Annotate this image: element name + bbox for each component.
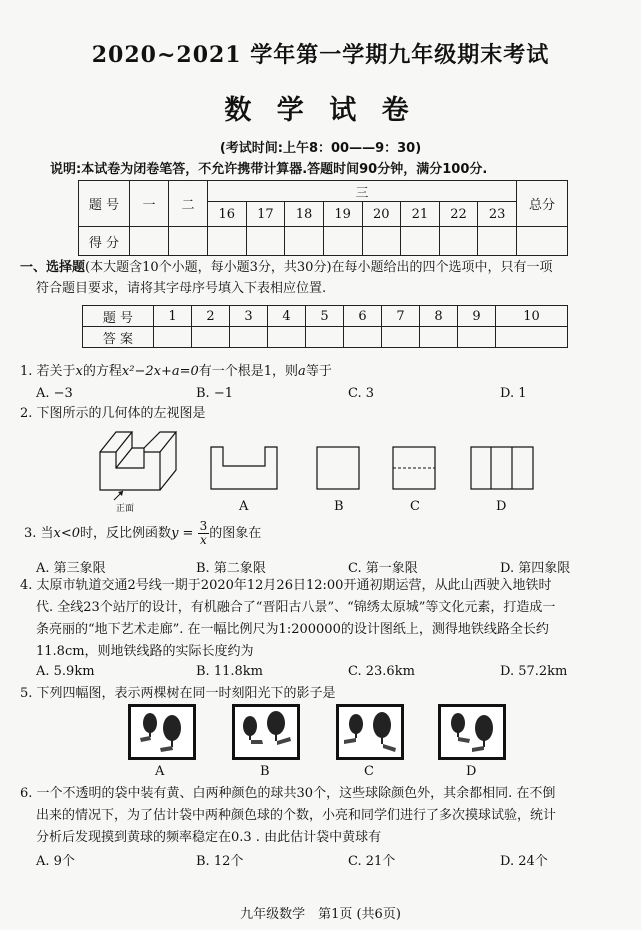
score-cell[interactable] <box>130 227 169 256</box>
section1-desc: (本大题含10个小题，每小题3分，共30分)在每小题给出的四个选项中，只有一项 <box>85 260 553 275</box>
answer-cell[interactable] <box>344 327 382 348</box>
q4-line1: 4. 太原市轨道交通2号线一期于2020年12月26日12:00开通初期运营，从此山西驶入地铁时 <box>20 578 552 593</box>
q5-option-a-figure[interactable] <box>128 704 196 760</box>
page-footer: 九年级数学 第1页 (共6页) <box>240 907 401 922</box>
q3-fraction: $\frac{3}{x}$ <box>199 519 208 547</box>
answer-cell[interactable] <box>192 327 230 348</box>
answer-col: 10 <box>496 306 568 327</box>
q6-option-a[interactable]: A. 9个 <box>36 854 75 869</box>
score-cell[interactable] <box>478 227 517 256</box>
q4-line3: 条亮丽的“地下艺术走廊”. 在一幅比例尺为1:200000的设计图纸上，测得地铁线路全长约 <box>36 622 549 637</box>
section1-heading: 一、选择题 <box>20 260 86 275</box>
q2-option-b-figure[interactable] <box>316 446 360 490</box>
score-cell[interactable] <box>323 227 362 256</box>
q5-option-b-figure[interactable] <box>232 704 300 760</box>
answer-col: 5 <box>306 306 344 327</box>
answer-col: 1 <box>154 306 192 327</box>
q4-option-b[interactable]: B. 11.8km <box>196 664 263 679</box>
score-col-3: 三 <box>208 181 517 202</box>
q5-label-d: D <box>466 764 477 779</box>
q5-option-c-figure[interactable] <box>336 704 404 760</box>
q1-option-a[interactable]: A. −3 <box>36 386 73 401</box>
q3-option-a[interactable]: A. 第三象限 <box>36 561 106 576</box>
front-arrow-icon <box>112 488 126 502</box>
q1-option-c[interactable]: C. 3 <box>348 386 375 401</box>
score-cell[interactable] <box>362 227 401 256</box>
answer-col: 3 <box>230 306 268 327</box>
q4-option-d[interactable]: D. 57.2km <box>500 664 568 679</box>
answer-cell[interactable] <box>230 327 268 348</box>
q6-option-b[interactable]: B. 12个 <box>196 854 244 869</box>
exam-note: 说明:本试卷为闭卷笔答，不允许携带计算器.答题时间90分钟，满分100分. <box>50 162 488 177</box>
q5-option-d-figure[interactable] <box>438 704 506 760</box>
q3-option-d[interactable]: D. 第四象限 <box>500 561 571 576</box>
q4-line4: 11.8cm，则地铁线路的实际长度约为 <box>36 644 254 659</box>
answer-cell[interactable] <box>458 327 496 348</box>
answer-cell[interactable] <box>382 327 420 348</box>
answer-table <box>82 305 568 348</box>
q5-stem: 5. 下列四幅图，表示两棵树在同一时刻阳光下的影子是 <box>20 686 336 701</box>
q1-option-d[interactable]: D. 1 <box>500 386 527 401</box>
section1-desc2: 符合题目要求，请将其字母序号填入下表相应位置. <box>36 281 327 296</box>
q1-stem: 1. 若关于x的方程x²−2x+a=0有一个根是1，则a等于 <box>20 364 332 379</box>
score-col-1: 一 <box>130 181 169 227</box>
score-sub-col: 19 <box>323 202 362 227</box>
answer-cell[interactable] <box>154 327 192 348</box>
q2-stem: 2. 下图所示的几何体的左视图是 <box>20 406 206 421</box>
q5-label-a: A <box>155 764 165 779</box>
score-sub-col: 23 <box>478 202 517 227</box>
score-sub-col: 22 <box>439 202 478 227</box>
answer-label-q: 题 号 <box>83 306 154 327</box>
answer-cell[interactable] <box>306 327 344 348</box>
exam-title: 2020~2021 学年第一学期九年级期末考试 <box>91 42 550 68</box>
score-cell[interactable] <box>208 227 247 256</box>
q5-label-c: C <box>364 764 374 779</box>
score-sub-col: 20 <box>362 202 401 227</box>
q2-label-a: A <box>239 499 249 514</box>
q3-option-b[interactable]: B. 第二象限 <box>196 561 266 576</box>
q4-line2: 代. 全线23个站厅的设计，有机融合了“晋阳古八景”、“锦绣太原城”等文化元素，打造成一 <box>36 600 556 615</box>
exam-time: (考试时间:上午8：00——9：30) <box>219 141 422 156</box>
q5-label-b: B <box>260 764 270 779</box>
q4-option-a[interactable]: A. 5.9km <box>36 664 95 679</box>
answer-cell[interactable] <box>268 327 306 348</box>
q2-solid-figure <box>98 424 180 494</box>
q6-line1: 6. 一个不透明的袋中装有黄、白两种颜色的球共30个，这些球除颜色外，其余都相同. 在不倒 <box>20 786 556 801</box>
answer-cell[interactable] <box>420 327 458 348</box>
answer-cell[interactable] <box>496 327 568 348</box>
answer-col: 6 <box>344 306 382 327</box>
q6-option-d[interactable]: D. 24个 <box>500 854 548 869</box>
score-cell[interactable] <box>169 227 208 256</box>
answer-label-a: 答 案 <box>83 327 154 348</box>
score-sub-col: 16 <box>208 202 247 227</box>
q2-label-c: C <box>410 499 420 514</box>
q6-line3: 分析后发现摸到黄球的频率稳定在0.3 . 由此估计袋中黄球有 <box>36 830 382 845</box>
score-cell[interactable] <box>246 227 285 256</box>
answer-col: 9 <box>458 306 496 327</box>
score-label-score: 得 分 <box>79 227 130 256</box>
q6-option-c[interactable]: C. 21个 <box>348 854 396 869</box>
q2-label-d: D <box>496 499 507 514</box>
q4-option-c[interactable]: C. 23.6km <box>348 664 415 679</box>
q2-option-d-figure[interactable] <box>470 446 534 490</box>
answer-col: 8 <box>420 306 458 327</box>
q1-option-b[interactable]: B. −1 <box>196 386 233 401</box>
q2-option-a-figure[interactable] <box>210 446 278 490</box>
answer-col: 7 <box>382 306 420 327</box>
q3-option-c[interactable]: C. 第一象限 <box>348 561 418 576</box>
subject-title: 数 学 试 卷 <box>224 95 417 126</box>
score-sub-col: 18 <box>285 202 324 227</box>
score-cell[interactable] <box>401 227 440 256</box>
q2-label-b: B <box>334 499 344 514</box>
q3-stem: 3. 当x<0时，反比例函数y = $\frac{3}{x}$ 的图象在 <box>24 519 262 547</box>
score-cell[interactable] <box>517 227 568 256</box>
q2-front-label: 正面 <box>116 504 135 514</box>
score-sub-col: 21 <box>401 202 440 227</box>
score-col-2: 二 <box>169 181 208 227</box>
q6-line2: 出来的情况下，为了估计袋中两种颜色球的个数，小亮和同学们进行了多次摸球试验，统计 <box>36 808 557 823</box>
score-total: 总分 <box>517 181 568 227</box>
q2-option-c-figure[interactable] <box>392 446 436 490</box>
score-sub-col: 17 <box>246 202 285 227</box>
answer-col: 2 <box>192 306 230 327</box>
score-cell[interactable] <box>285 227 324 256</box>
answer-col: 4 <box>268 306 306 327</box>
score-table <box>78 180 568 256</box>
score-label-q: 题 号 <box>79 181 130 227</box>
score-cell[interactable] <box>439 227 478 256</box>
